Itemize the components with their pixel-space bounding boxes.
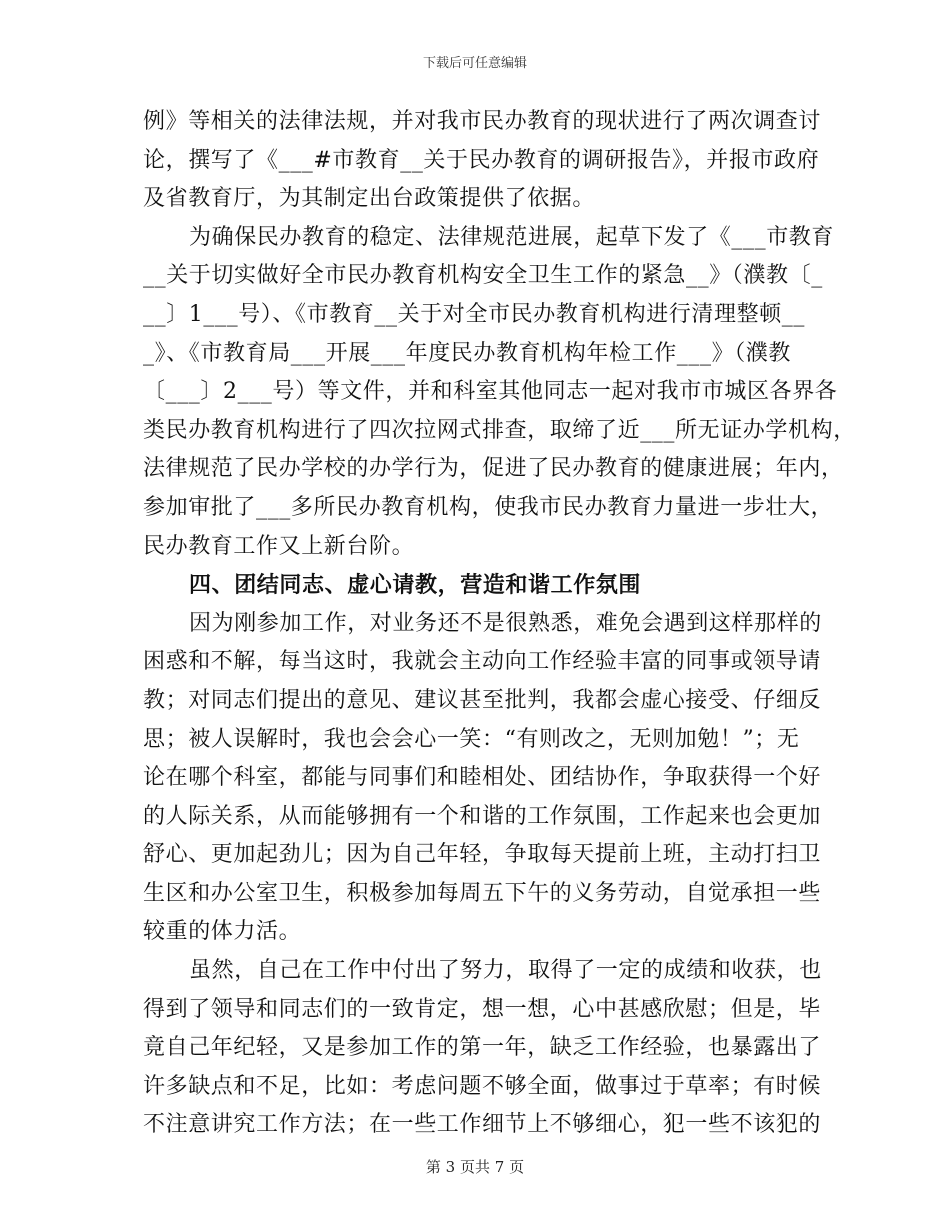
text-line: 为确保民办教育的稳定、法律规范进展，起草下发了《___市教育 xyxy=(189,224,835,250)
text-line: 法律规范了民办学校的办学行为，促进了民办教育的健康进展；年内， xyxy=(143,456,844,482)
text-line: 得到了领导和同志们的一致肯定，想一想，心中甚感欣慰；但是，毕 xyxy=(143,996,822,1022)
document-body xyxy=(143,103,856,1145)
text-line: 的人际关系，从而能够拥有一个和谐的工作氛围，工作起来也会更加 xyxy=(143,803,822,829)
text-line: 类民办教育机构进行了四次拉网式排查，取缔了近___所无证办学机构， xyxy=(143,417,856,443)
page-header: 下载后可任意编辑 xyxy=(422,56,527,71)
text-line: 生区和办公室卫生，积极参加每周五下午的义务劳动，自觉承担一些 xyxy=(143,880,822,906)
text-line: 民办教育工作又上新台阶。 xyxy=(143,533,415,559)
text-line: 竟自己年纪轻，又是参加工作的第一年，缺乏工作经验，也暴露出了 xyxy=(143,1035,822,1061)
text-line: 虽然，自己在工作中付出了努力，取得了一定的成绩和收获，也 xyxy=(189,958,822,984)
page-number: 第 3 页共 7 页 xyxy=(425,1158,525,1176)
text-line: 舒心、更加起劲儿；因为自己年轻，争取每天提前上班，主动打扫卫 xyxy=(143,842,822,868)
text-line: 及省教育厅，为其制定出台政策提供了依据。 xyxy=(143,186,596,212)
text-line: 教；对同志们提出的意见、建议甚至批判，我都会虚心接受、仔细反 xyxy=(143,687,822,713)
text-line: 例》等相关的法律法规，并对我市民办教育的现状进行了两次调查讨 xyxy=(143,109,822,134)
text-line: 不注意讲究工作方法；在一些工作细节上不够细心，犯一些不该犯的 xyxy=(143,1112,822,1138)
section-heading: 四、团结同志、虚心请教，营造和谐工作氛围 xyxy=(189,572,642,599)
text-line: 论，撰写了《___#市教育__关于民办教育的调研报告》，并报市政府 xyxy=(143,147,820,173)
text-line: _》、《市教育局___开展___年度民办教育机构年检工作___》（濮教 xyxy=(143,340,792,366)
text-line: 参加审批了___多所民办教育机构，使我市民办教育力量进一步壮大， xyxy=(143,494,834,520)
text-line: 困惑和不解，每当这时，我就会主动向工作经验丰富的同事或领导请 xyxy=(143,649,822,675)
text-line: 许多缺点和不足，比如：考虑问题不够全面，做事过于草率；有时候 xyxy=(143,1073,822,1099)
text-line: 〔___〕2___号）等文件，并和科室其他同志一起对我市市城区各界各 xyxy=(143,379,838,405)
text-line: __〕1___号）、《市教育__关于对全市民办教育机构进行清理整顿__ xyxy=(143,301,805,327)
text-line: __关于切实做好全市民办教育机构安全卫生工作的紧急__》（濮教〔_ xyxy=(143,263,823,289)
text-line: 论在哪个科室，都能与同事们和睦相处、团结协作，争取获得一个好 xyxy=(143,765,822,791)
text-line: 思；被人误解时，我也会会心一笑：“有则改之，无则加勉！”；无 xyxy=(143,726,800,752)
text-line: 因为刚参加工作，对业务还不是很熟悉，难免会遇到这样那样的 xyxy=(189,610,822,636)
text-line: 较重的体力活。 xyxy=(143,919,302,945)
